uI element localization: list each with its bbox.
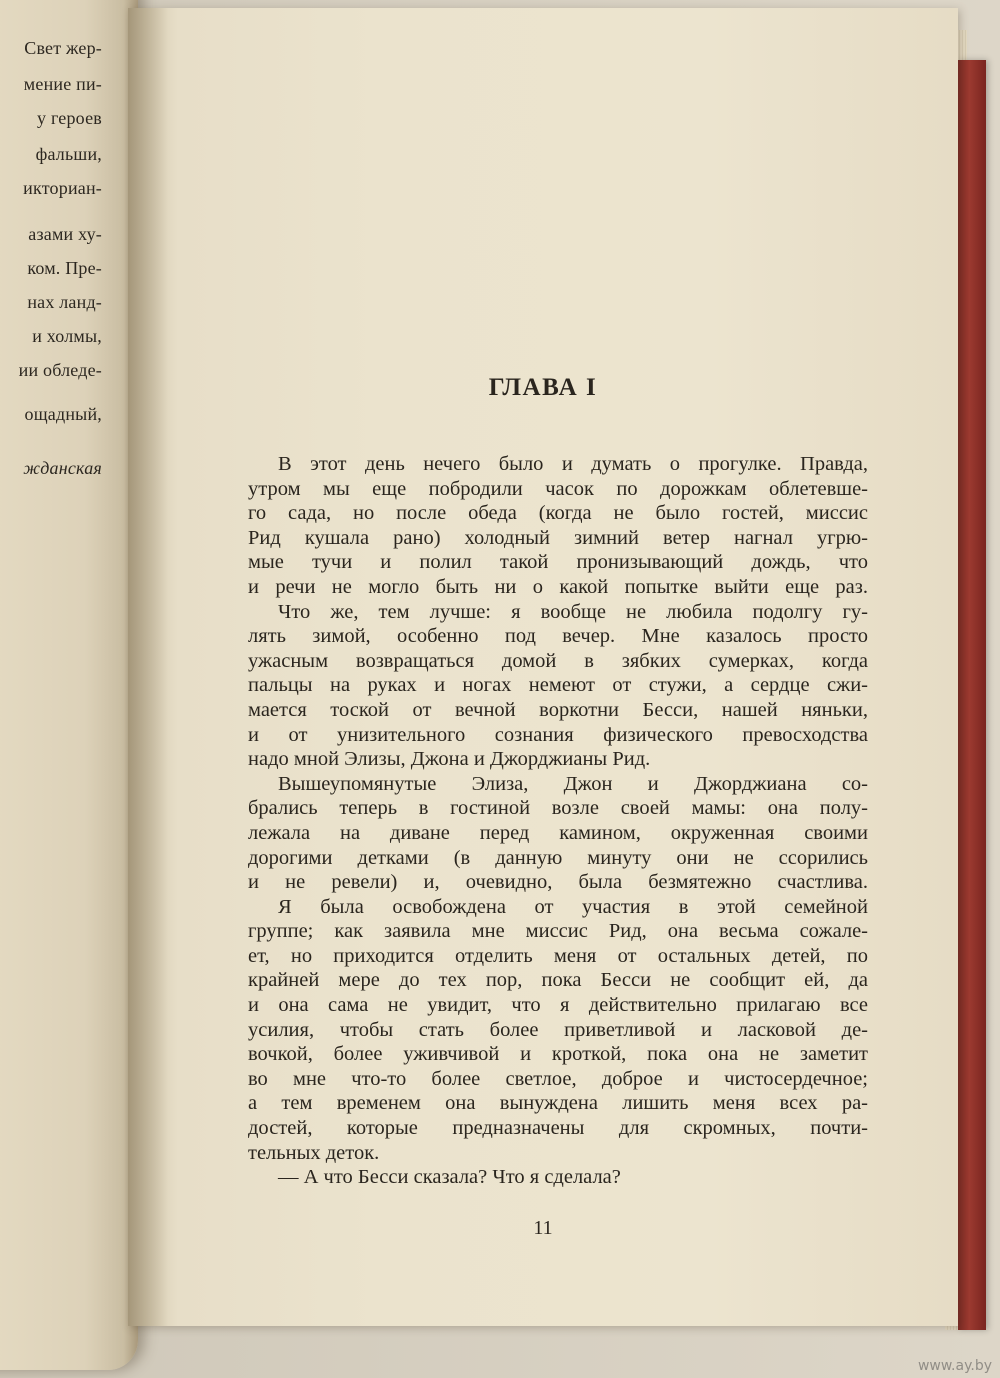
text-line: брались теперь в гостиной возле своей мамы: она полу-	[248, 797, 868, 820]
watermark: www.ay.by	[917, 1358, 992, 1374]
text-line: ет, но приходится отделить меня от остальных детей, по	[248, 944, 868, 967]
text-line: лять зимой, особенно под вечер. Мне казалось просто	[248, 625, 868, 648]
text-line: а тем временем она вынуждена лишить меня всех ра-	[248, 1092, 868, 1115]
left-page-line: нах ланд-	[27, 292, 102, 312]
text-line: крайней мере до тех пор, пока Бесси не сообщит ей, да	[248, 969, 868, 992]
text-line: и не ревели) и, очевидно, была безмятежно счастлива.	[248, 871, 868, 894]
left-page-line: ии обледе-	[18, 360, 102, 380]
left-page	[0, 0, 138, 1370]
text-line: и она сама не увидит, что я действительно прилагаю все	[248, 994, 868, 1017]
text-line: пальцы на руках и ногах немеют от стужи, а сердце сжи-	[248, 674, 868, 697]
left-page-line: у героев	[37, 108, 102, 128]
text-line: — А что Бесси сказала? Что я сделала?	[278, 1166, 621, 1189]
text-line: усилия, чтобы стать более приветливой и ласковой де-	[248, 1018, 868, 1041]
text-line: надо мной Элизы, Джона и Джорджианы Рид.	[248, 748, 651, 771]
text-line: группе; как заявила мне миссис Рид, она весьма сожале-	[248, 920, 868, 943]
text-line: и речи не могло быть ни о какой попытке выйти еще раз.	[248, 575, 868, 598]
left-page-line: Свет жер-	[24, 38, 102, 58]
left-page-line: фальши,	[35, 144, 102, 164]
chapter-title: ГЛАВА I	[488, 374, 598, 401]
spine-shadow	[128, 8, 168, 1326]
text-line: тельных деток.	[248, 1141, 380, 1164]
text-line: и от унизительного сознания физического превосходства	[248, 723, 868, 746]
text-line: го сада, но после обеда (когда не было гостей, миссис	[248, 502, 868, 525]
text-line: дорогими детками (в данную минуту они не ссорились	[248, 846, 868, 869]
left-page-line: ощадный,	[24, 404, 102, 424]
text-line: Я была освобождена от участия в этой семейной	[278, 895, 868, 918]
text-line: вочкой, более уживчивой и кроткой, пока она не заметит	[248, 1043, 868, 1066]
text-line: мые тучи и полил такой пронизывающий дождь, что	[248, 551, 868, 574]
red-cover-edge	[958, 60, 986, 1330]
text-line: Вышеупомянутые Элиза, Джон и Джорджиана со-	[278, 772, 868, 795]
left-page-line: жданская	[23, 458, 102, 478]
left-page-line: икториан-	[23, 178, 102, 198]
text-line: во мне что-то более светлое, доброе и чистосердечное;	[248, 1067, 868, 1090]
text-line: утром мы еще побродили часок по дорожкам облетевше-	[248, 477, 868, 500]
left-page-line: ком. Пре-	[27, 258, 102, 278]
left-page-line: азами ху-	[28, 224, 102, 244]
text-line: достей, которые предназначены для скромных, почти-	[248, 1117, 868, 1140]
text-line: ужасным возвращаться домой в зябких сумерках, когда	[248, 649, 868, 672]
body-text	[248, 452, 868, 1190]
text-line: мается тоской от вечной воркотни Бесси, нашей няньки,	[248, 698, 868, 721]
left-page-line: мение пи-	[23, 74, 102, 94]
text-line: лежала на диване перед камином, окруженная своими	[248, 821, 868, 844]
left-page-line: и холмы,	[32, 326, 102, 346]
text-line: Что же, тем лучше: я вообще не любила подолгу гу-	[278, 600, 868, 623]
text-line: В этот день нечего было и думать о прогулке. Правда,	[278, 453, 868, 475]
text-line: Рид кушала рано) холодный зимний ветер нагнал угрю-	[248, 526, 868, 549]
page-number: 11	[533, 1217, 553, 1239]
